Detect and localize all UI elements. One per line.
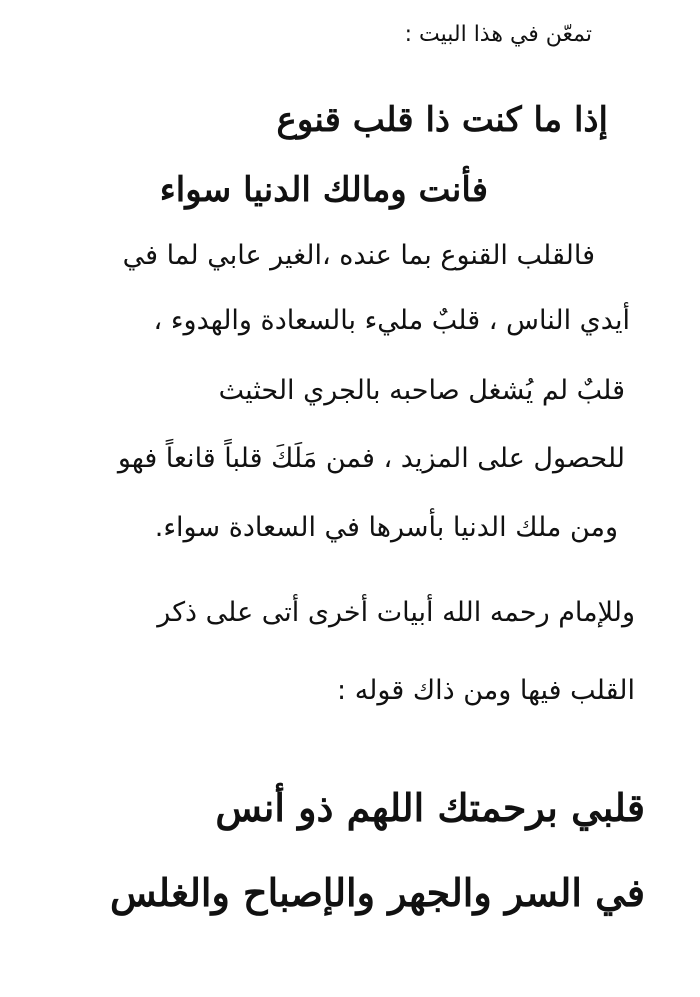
verse1-line1: إذا ما كنت ذا قلب قنوع bbox=[276, 100, 608, 140]
paragraph1-line: أيدي الناس ، قلبٌ مليء بالسعادة والهدوء ، bbox=[153, 305, 630, 336]
verse2-line2: في السر والجهر والإصباح والغلس bbox=[109, 870, 645, 915]
intro-line: تمعّن في هذا البيت : bbox=[404, 22, 592, 47]
paragraph1-line: فالقلب القنوع بما عنده ،الغير عابي لما في bbox=[122, 240, 595, 271]
paragraph1-line: ومن ملك الدنيا بأسرها في السعادة سواء. bbox=[154, 512, 618, 543]
verse1-line2: فأنت ومالك الدنيا سواء bbox=[159, 170, 488, 210]
paragraph1-line: قلبٌ لم يُشغل صاحبه بالجري الحثيث bbox=[218, 375, 625, 406]
verse2-line1: قلبي برحمتك اللهم ذو أنس bbox=[215, 785, 645, 830]
paragraph2-line: وللإمام رحمه الله أبيات أخرى أتى على ذكر bbox=[157, 597, 635, 628]
paragraph2-line: القلب فيها ومن ذاك قوله : bbox=[337, 675, 635, 706]
paragraph1-line: للحصول على المزيد ، فمن مَلَكَ قلباً قانعاً فهو bbox=[117, 443, 625, 474]
